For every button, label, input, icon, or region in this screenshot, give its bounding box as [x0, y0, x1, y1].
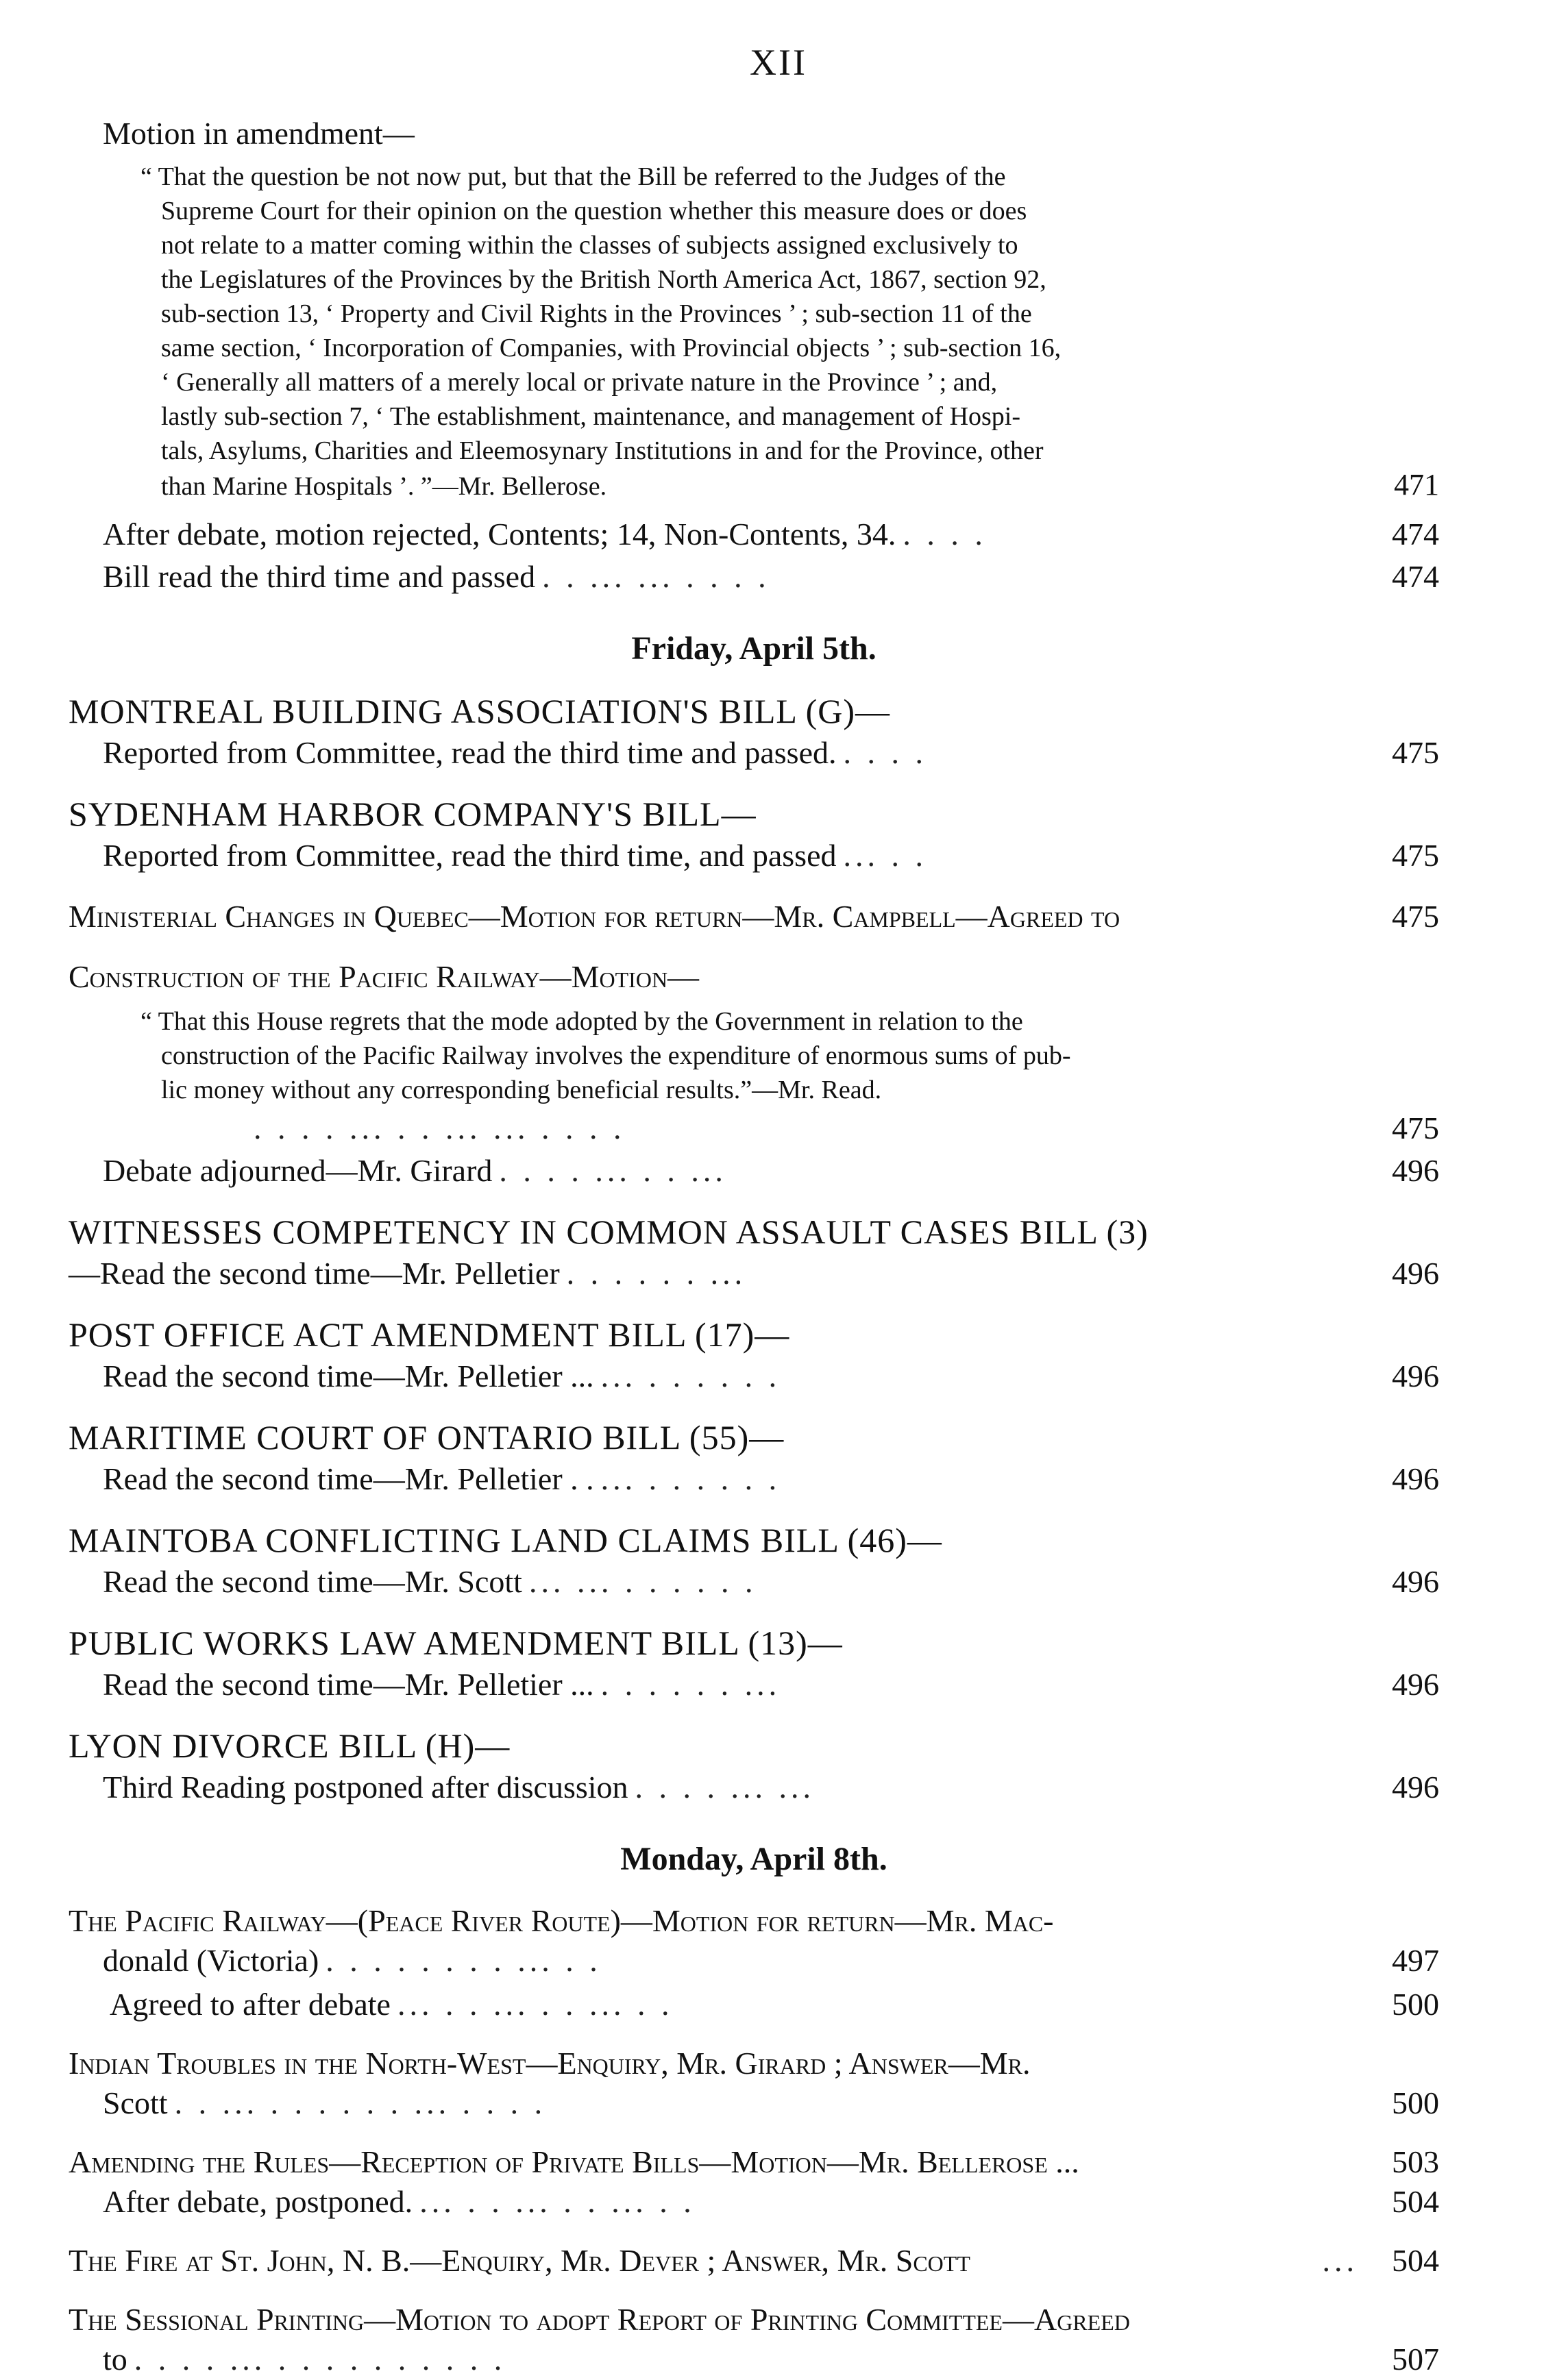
- entry-heading: Indian Troubles in the North-West—Enquiry, Mr. Girard ; Answer—Mr.: [69, 2046, 1031, 2081]
- page-ref: 496: [1392, 1770, 1439, 1805]
- leader-dots: ... . . . . . .: [600, 1461, 781, 1496]
- entry-heading: LYON DIVORCE BILL (H)—: [69, 1726, 511, 1765]
- index-entry: [69, 1622, 1439, 1706]
- entry-detail: Read the second time—Mr. Pelletier ...: [103, 1667, 594, 1702]
- page-ref: 475: [1392, 899, 1439, 934]
- page-ref: 496: [1392, 1564, 1439, 1599]
- index-entry: [69, 2044, 1439, 2123]
- leader-dots: . . ... ... . . . .: [542, 559, 770, 594]
- quote-line: Supreme Court for their opinion on the question whether this measure does or does: [161, 197, 1027, 225]
- entry-heading: SYDENHAM HARBOR COMPANY'S BILL—: [69, 795, 757, 833]
- page-ref: 503: [1392, 2144, 1439, 2179]
- page-ref: 471: [1394, 468, 1439, 501]
- page-ref: 475: [1392, 838, 1439, 873]
- entry-heading: MONTREAL BUILDING ASSOCIATION'S BILL (G)—: [69, 692, 891, 730]
- leader-dots: . . . . ... . . ... ... . . . .: [254, 1111, 626, 1145]
- entry-detail: Scott: [103, 2085, 168, 2120]
- page-ref: 496: [1392, 1359, 1439, 1393]
- entry-detail: Read the second time—Mr. Pelletier . .: [103, 1461, 594, 1496]
- entry-heading: The Fire at St. John, N. B.—Enquiry, Mr. Dever ; Answer, Mr. Scott: [69, 2243, 970, 2278]
- entry-detail: —Read the second time—Mr. Pelletier: [69, 1256, 560, 1291]
- page-ref: 474: [1392, 559, 1439, 594]
- quote-line: ‘ Generally all matters of a merely local or private nature in the Province ’ ; and,: [161, 368, 998, 397]
- page-ref: 507: [1392, 2342, 1439, 2377]
- leader-dots: . . . . ... ...: [635, 1770, 816, 1805]
- leader-dots: . . . . . . . . ... . .: [326, 1943, 602, 1978]
- quote-line: than Marine Hospitals ’. ”—Mr. Bellerose.: [161, 472, 607, 501]
- motion-quote: [140, 160, 1439, 504]
- index-entry: [69, 2142, 1439, 2222]
- leader-dots: . . . . . . ...: [600, 1667, 781, 1702]
- page-ref: 475: [1392, 1111, 1439, 1145]
- index-row: [103, 2083, 1439, 2123]
- index-row: [110, 1985, 1439, 2024]
- quote-line: construction of the Pacific Railway involves the expenditure of enormous sums of pub-: [161, 1041, 1071, 1070]
- index-row: [103, 1458, 1439, 1500]
- quote-line: lic money without any corresponding beneficial results.”—Mr. Read.: [161, 1076, 882, 1104]
- entry-heading: The Pacific Railway—(Peace River Route)—Motion for return—Mr. Mac-: [69, 1903, 1054, 1938]
- index-row: [103, 834, 1439, 877]
- quote-line: same section, ‘ Incorporation of Companies, with Provincial objects ’ ; sub-section 16,: [161, 334, 1062, 362]
- quote-line: “ That the question be not now put, but that the Bill be referred to the Judges of the: [140, 162, 1006, 191]
- page-ref: 504: [1392, 2184, 1439, 2219]
- entry-heading: WITNESSES COMPETENCY IN COMMON ASSAULT CASES BILL (3): [69, 1213, 1149, 1251]
- index-entry: [69, 1314, 1439, 1398]
- index-row: [103, 1766, 1439, 1809]
- page-ref: 497: [1392, 1943, 1439, 1978]
- index-row: [69, 2241, 1439, 2281]
- leader-dots: ... ... . . . . . .: [528, 1564, 757, 1599]
- index-row: [69, 896, 1439, 937]
- page-ref: 504: [1392, 2243, 1439, 2278]
- index-row: [103, 732, 1439, 774]
- entry-text: Bill read the third time and passed: [103, 559, 536, 594]
- leader-dots: ... . . . . . .: [600, 1359, 781, 1393]
- index-entry: [69, 1211, 1439, 1295]
- leader-dots: ... . . ... . . ... . .: [419, 2184, 696, 2219]
- page-ref: 496: [1392, 1256, 1439, 1291]
- entry-heading: Amending the Rules—Reception of Private Bills—Motion—Mr. Bellerose ...: [69, 2144, 1079, 2179]
- motion-heading: Motion in amendment—: [103, 116, 415, 151]
- index-entry: [69, 1417, 1439, 1500]
- leader-dots: . . . . ... . . ...: [499, 1153, 727, 1188]
- entry-detail: Debate adjourned—Mr. Girard: [103, 1153, 493, 1188]
- index-row: [103, 1941, 1439, 1981]
- page-ref: 500: [1392, 1987, 1439, 2022]
- entry-heading: POST OFFICE ACT AMENDMENT BILL (17)—: [69, 1315, 790, 1354]
- index-entry: [69, 2241, 1439, 2281]
- leader-dots: ... . . ... . . ... . .: [397, 1987, 674, 2022]
- leader-dots: ... . .: [843, 838, 927, 873]
- leader-dots: . . . .: [843, 735, 927, 770]
- index-row: [103, 1355, 1439, 1398]
- entry-detail: After debate, postponed.: [103, 2184, 413, 2219]
- leader-dots: ...: [1322, 2243, 1358, 2278]
- entry-detail: Read the second time—Mr. Scott: [103, 1564, 522, 1599]
- entry-detail: Reported from Committee, read the third time and passed.: [103, 735, 837, 770]
- motion-quote: [140, 1004, 1439, 1107]
- index-row: [103, 1107, 1439, 1150]
- index-entry: [69, 1725, 1439, 1809]
- quote-line: lastly sub-section 7, ‘ The establishment, maintenance, and management of Hospi-: [161, 402, 1021, 431]
- entry-detail: donald (Victoria): [103, 1943, 319, 1978]
- index-row: [103, 2182, 1439, 2222]
- entry-text: Ministerial Changes in Quebec—Motion for return—Mr. Campbell—Agreed to: [69, 899, 1120, 934]
- page-ref: 496: [1392, 1153, 1439, 1188]
- quote-line: not relate to a matter coming within the classes of subjects assigned exclusively to: [161, 231, 1018, 260]
- index-row: [69, 2142, 1439, 2182]
- entry-heading: MARITIME COURT OF ONTARIO BILL (55)—: [69, 1418, 785, 1456]
- entry-detail: Reported from Committee, read the third time, and passed: [103, 838, 837, 873]
- quote-line: “ That this House regrets that the mode adopted by the Government in relation to the: [140, 1007, 1023, 1036]
- index-entry: [69, 793, 1439, 877]
- page-ref: 496: [1392, 1667, 1439, 1702]
- day-heading-friday: Friday, April 5th.: [631, 630, 876, 667]
- entry-heading: Construction of the Pacific Railway—Motion—: [69, 959, 700, 994]
- index-entry: [69, 2300, 1439, 2379]
- entry-detail: to: [103, 2342, 127, 2377]
- index-entry: [69, 1520, 1439, 1603]
- entry-detail: Agreed to after debate: [110, 1987, 391, 2022]
- index-row: [103, 513, 1439, 556]
- leader-dots: . . . .: [903, 517, 987, 551]
- entry-detail: Third Reading postponed after discussion: [103, 1770, 628, 1805]
- page-ref: 474: [1392, 517, 1439, 551]
- index-entry: [69, 1901, 1439, 2024]
- index-content: [69, 103, 1439, 2379]
- index-row: [69, 1252, 1439, 1295]
- quote-last-row: [161, 468, 1439, 504]
- leader-dots: . . . . ... . . . . . . . . . .: [134, 2342, 506, 2377]
- page-ref: 496: [1392, 1461, 1439, 1496]
- page-ref: 475: [1392, 735, 1439, 770]
- leader-dots: . . . . . . ...: [566, 1256, 747, 1291]
- index-row: [103, 1663, 1439, 1706]
- entry-text: After debate, motion rejected, Contents; 14, Non-Contents, 34.: [103, 517, 896, 551]
- index-row: [103, 2340, 1439, 2379]
- quote-line: sub-section 13, ‘ Property and Civil Rights in the Provinces ’ ; sub-section 11 of the: [161, 299, 1032, 328]
- index-row: [103, 1561, 1439, 1603]
- page-ref: 500: [1392, 2085, 1439, 2120]
- entry-heading: PUBLIC WORKS LAW AMENDMENT BILL (13)—: [69, 1624, 843, 1662]
- entry-detail: Read the second time—Mr. Pelletier ...: [103, 1359, 594, 1393]
- index-entry: [69, 691, 1439, 774]
- entry-heading: The Sessional Printing—Motion to adopt Report of Printing Committee—Agreed: [69, 2302, 1130, 2337]
- index-entry: [69, 956, 1439, 1192]
- page-number: XII: [750, 42, 807, 83]
- index-row: [103, 556, 1439, 598]
- leader-dots: . . ... . . . . . . ... . . . .: [174, 2085, 547, 2120]
- quote-line: tals, Asylums, Charities and Eleemosynary Institutions in and for the Province, other: [161, 436, 1044, 465]
- day-heading-monday: Monday, April 8th.: [620, 1841, 887, 1877]
- quote-line: the Legislatures of the Provinces by the British North America Act, 1867, section 92,: [161, 265, 1046, 294]
- index-row: [103, 1150, 1439, 1192]
- entry-heading: MAINTOBA CONFLICTING LAND CLAIMS BILL (46)—: [69, 1521, 942, 1559]
